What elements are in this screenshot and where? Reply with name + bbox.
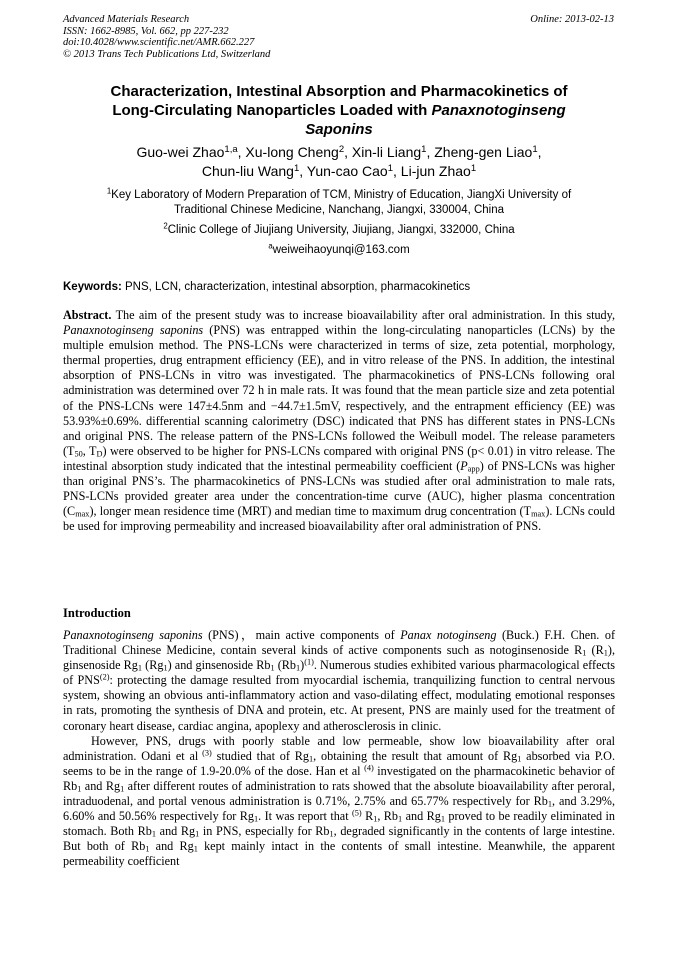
author-name: Xu-long Cheng: [245, 144, 339, 160]
author-list: [63, 143, 615, 181]
author-affiliation-sup: 1: [421, 143, 427, 155]
title-line-1: Characterization, Intestinal Absorption and Pharmacokinetics of: [110, 83, 568, 100]
author-affiliation-sup: 1,a: [224, 143, 238, 155]
copyright-line: © 2013 Trans Tech Publications Ltd, Switzerland: [63, 48, 271, 60]
author-name: Yun-cao Cao: [306, 163, 388, 179]
doi-line: doi:10.4028/www.scientific.net/AMR.662.227: [63, 37, 255, 48]
author-line-1: Guo-wei Zhao$^{1,a}$, Xu-long Cheng$^2$, Xin-li Liang$^1$, Zheng-gen Liao$^1$,: [136, 143, 542, 160]
author-affiliation-sup: 1: [532, 143, 538, 155]
affiliation-2: $^2$Clinic College of Jiujiang University, Jiujiang, Jiangxi, 332000, China: [163, 221, 515, 236]
keywords-text: PNS, LCN, characterization, intestinal absorption, pharmacokinetics: [121, 281, 471, 293]
author-affiliation-sup: 1: [470, 162, 477, 174]
author-name: Xin-li Liang: [351, 144, 422, 160]
author-affiliation-sup: 1: [387, 162, 394, 174]
corresponding-email: $^a$weiweihaoyunqi@163.com: [268, 241, 410, 256]
author-affiliation-sup: 1: [293, 162, 300, 174]
journal-header: [63, 14, 270, 60]
title-line-3: Saponins: [305, 121, 373, 138]
introduction-body: [63, 628, 615, 870]
author-name: Guo-wei Zhao: [136, 144, 225, 160]
intro-paragraph-2: However, PNS, drugs with poorly stable and low permeable, show low bioavailability after oral administration. Odani et al $^{(3)}$ studied that of $Rg_1$, obtaining the result that amount of $Rg_1$ absorbed via P.O. seems to be in the range of 1.9-20.0% of the dose. Han et al $^{(4)}$ investigated on the pharmacokinetic behavior of $Rb_1$ and $Rg_1$ after different routes of administration to rats showed that the absolute bioavailability after peroral, intraduodenal, and portal venous administration is 0.71%, 2.75% and 65.77% respectively for $Rb_1$, and 3.29%, 6.60% and 50.56% respectively for $Rg_1$. It was report that $^{(5)}$ $R_1$, $Rb_1$ and $Rg_1$ proved to be readily eliminated in stomach. Both $Rb_1$ and $Rg_1$ in PNS, especially for $Rb_1$, degraded significantly in the contents of large intestine. But both of $Rb_1$ and $Rg_1$ kept mainly intact in the contents of small intestine. Meanwhile, the apparent permeability coefficient: [63, 733, 616, 869]
author-name: Li-jun Zhao: [400, 163, 471, 179]
intro-paragraph-1: Panaxnotoginseng saponins (PNS)，main active components of Panax notoginseng (Buck.) F.H. Chen. of Traditional Chinese Medicine, contain several kinds of active components such as notoginsenoside $R_1$ $(R_1)$, ginsenoside $Rg_1$ $(Rg_1)$ and ginsenoside $Rb_1$ $(Rb_1)^{(1)}$. Numerous studies exhibited various pharmacological effects of PNS$^{(2)}$: protecting the damage resulted from myocardial ischemia, tranquilizing function to central nervous system, showing an obvious anti-inflammatory action and vaso-dilating effect, modulating emotional responses in rats, promoting the synthesis of DNA and protein, etc. At present, PNS are mainly used for the treatment of coronary heart disease, cardiac angina, apoplexy and atherosclerosis in clinic.: [63, 628, 616, 733]
affiliation-1: $^1$Key Laboratory of Modern Preparation of TCM, Ministry of Education, JiangXi University of Traditional Chinese Medicine, Nanchang, Jiangxi, 330004, China: [106, 186, 572, 216]
keywords-label: Keywords:: [63, 281, 122, 293]
author-name: Zheng-gen Liao: [434, 144, 533, 160]
issn-line: ISSN: 1662-8985, Vol. 662, pp 227-232: [63, 25, 229, 37]
paper-title: [63, 82, 615, 139]
keywords: [63, 280, 615, 295]
author-affiliation-sup: 2: [338, 143, 345, 155]
abstract: Abstract. The aim of the present study was to increase bioavailability after oral administration. In this study, Panaxnotoginseng saponins (PNS) was entrapped within the long-circulating nanoparticles (LCNs) by the multiple emulsion method. The PNS-LCNs were characterized in terms of size, zeta potential, morphology, thermal properties, drug entrapment efficiency (EE), and in vitro release of the PNS. In addition, the intestinal absorption of PNS-LCNs in vitro was investigated. The pharmacokinetics of PNS-LCNs following oral administration was determined over 72 h in male rats. It was found that the mean particle size and zeta potential of the PNS-LCNs were 147±4.5nm and −44.7±1.5mV, respectively, and the entrapment efficiency (EE) was 53.93%±0.69%. differential scanning calorimetry (DSC) indicated that PNS has different states in PNS-LCNs and original PNS. The release pattern of the PNS-LCNs followed the Weibull model. The release parameters ($T_{50}$, $T_D$) were observed to be higher for PNS-LCNs compared with original PNS (p< 0.01) in vitro release. The intestinal absorption study indicated that the intestinal permeability coefficient $(P_{app})$ of PNS-LCNs was higher than original PNS’s. The pharmacokinetics of PNS-LCNs was studied after oral administration to male rats, PNS-LCNs provided greater area under the concentration-time curve (AUC), higher plasma concentration $(C_{max})$, longer mean residence time (MRT) and median time to maximum drug concentration $(T_{max})$. LCNs could be used for improving permeability and increased bioavailability after oral administration of PNS.: [63, 308, 616, 534]
journal-name: Advanced Materials Research: [63, 14, 190, 25]
author-line-2: Chun-liu Wang$^1$, Yun-cao Cao$^1$, Li-jun Zhao$^1$: [201, 162, 477, 179]
online-date: Online: 2013-02-13: [530, 14, 614, 25]
section-heading-introduction: Introduction: [63, 606, 131, 620]
abstract-label: Abstract.: [63, 308, 112, 322]
title-line-2: Long-Circulating Nanoparticles Loaded with Panaxnotoginseng: [112, 102, 566, 119]
author-name: Chun-liu Wang: [201, 163, 294, 179]
